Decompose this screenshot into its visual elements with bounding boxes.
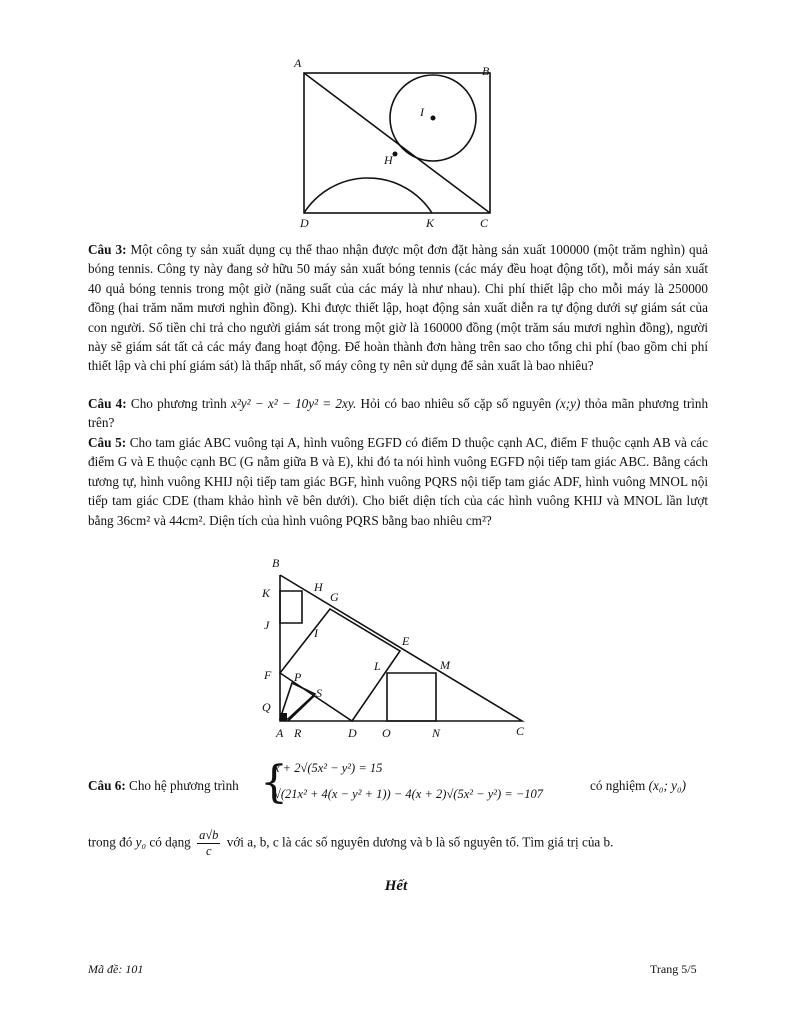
- q5-text: Cho tam giác ABC vuông tại A, hình vuông EGFD có điểm D thuộc cạnh AC, điểm F thuộc cạnh AB và các điểm G và E thuộc cạnh BC (G nằm giữa B và E), khi đó ta nói hình vuông EGFD nội tiếp tam giác ABC. Bằng cách tương tự, hình vuông KHIJ nội tiếp tam giác BGF, hình vuông PQRS nội tiếp tam giác ADF, hình vuông MNOL nội tiếp tam giác CDE (tham khảo hình vẽ bên dưới). Cho biết diện tích của các hình vuông KHIJ và MNOL lần lượt bằng 36cm² và 44cm². Diện tích của hình vuông PQRS bằng bao nhiêu cm²?: [88, 435, 709, 528]
- figure-triangle-squares: [240, 555, 550, 745]
- fig2-label-i: I: [314, 626, 318, 640]
- label-k: K: [426, 216, 435, 230]
- fig2-label-j: J: [264, 618, 270, 632]
- square-egfd: [280, 609, 400, 721]
- square-khij: [280, 591, 302, 623]
- q6-text-c: trong đó: [88, 834, 133, 850]
- right-angle-marker: [280, 713, 287, 721]
- q6-text-a: Cho hệ phương trình: [129, 778, 239, 793]
- q4-text-c: thỏa mãn phương trình trên?: [88, 396, 709, 431]
- fraction-numerator: a√b: [199, 828, 219, 842]
- question-6-intro: [88, 776, 258, 795]
- fig2-label-l: L: [374, 659, 381, 673]
- q3-title: Câu 3:: [88, 242, 127, 257]
- segment-rs: [288, 695, 315, 721]
- q5-title: Câu 5:: [88, 435, 127, 450]
- fig2-label-d: D: [348, 726, 357, 740]
- fig2-label-b: B: [272, 556, 280, 570]
- end-marker: Hết: [384, 878, 408, 894]
- fig2-label-m: M: [440, 658, 450, 672]
- fig2-label-s: S: [316, 686, 322, 700]
- q6-fraction: [197, 828, 220, 859]
- fig2-label-e: E: [402, 634, 410, 648]
- fig2-label-c: C: [516, 724, 525, 738]
- q6-solution: (x₀; y₀): [648, 778, 686, 793]
- fig2-label-r: R: [294, 726, 302, 740]
- q4-text-a: Cho phương trình: [130, 396, 227, 411]
- fraction-denominator: c: [205, 844, 212, 858]
- fig2-label-g: G: [330, 590, 339, 604]
- fig2-label-f: F: [264, 668, 272, 682]
- q6-text-d: có dạng: [149, 834, 191, 850]
- label-i: I: [420, 105, 424, 119]
- question-5: [88, 433, 708, 530]
- q4-text-b: Hỏi có bao nhiêu số cặp số nguyên: [360, 396, 552, 411]
- label-h: H: [384, 153, 393, 167]
- label-d: D: [300, 216, 309, 230]
- q3-text: Một công ty sản xuất dụng cụ thể thao nhận được một đơn đặt hàng sản xuất 100000 (một trăm nghìn) quả bóng tennis. Công ty này đang sở hữu 50 máy sản xuất bóng tennis (các máy đều hoạt động tốt), mỗi máy sản xuất 40 quả bóng tennis trong một giờ (năng suất của các máy là như nhau). Chi phí thiết lập cho mỗi máy là 250000 đồng (hai trăm năm mươi nghìn đồng). Khi được thiết lập, hoạt động sản xuất diễn ra tự động dưới sự giám sát của con người. Số tiền chi trả cho người giám sát trong một giờ là 160000 đồng (một trăm sáu mươi nghìn đồng), người này sẽ giám sát tất cả các máy đang hoạt động. Để hoàn thành đơn hàng trên sao cho tổng chi phí (bao gồm chi phí thiết lập và chi phí giám sát) là thấp nhất, số máy công ty nên sử dụng để sản xuất là bao nhiêu?: [88, 242, 709, 374]
- equation-system: [260, 757, 590, 817]
- q6-title: Câu 6:: [88, 778, 126, 793]
- fig2-label-q: Q: [262, 700, 271, 714]
- q6-y0: y₀: [135, 834, 147, 850]
- fig2-label-k: K: [262, 586, 271, 600]
- page-number: Trang 5/5: [650, 962, 697, 976]
- system-eq2: √(21x² + 4(x − y² + 1)) − 4(x + 2)√(5x² − y²) = −107: [274, 787, 544, 801]
- figure-rectangle-circles: [280, 55, 510, 235]
- q4-equation: x²y² − x² − 10y² = 2xy.: [230, 396, 357, 411]
- exam-code: Mã đề: 101: [88, 962, 144, 976]
- question-4: [88, 394, 708, 433]
- label-b: B: [482, 64, 490, 78]
- question-6-body: [88, 828, 708, 859]
- q6-text-b: có nghiệm: [590, 778, 646, 793]
- q4-title: Câu 4:: [88, 396, 127, 411]
- system-brace: {: [260, 757, 288, 808]
- fig2-label-n: N: [432, 726, 441, 740]
- q6-text-e: với a, b, c là các số nguyên dương và b là số nguyên tố. Tìm giá trị của b.: [226, 834, 614, 850]
- center-i-dot: [431, 116, 436, 121]
- fig2-label-o: O: [382, 726, 391, 740]
- system-eq1: x + 2√(5x² − y²) = 15: [274, 761, 383, 775]
- q6-solution-text: [590, 776, 715, 795]
- point-h-dot: [393, 152, 398, 157]
- semicircle-dk: [304, 178, 432, 213]
- label-c: C: [480, 216, 489, 230]
- fig2-label-p: P: [294, 670, 302, 684]
- square-mnol: [387, 673, 436, 721]
- fig2-label-a: A: [276, 726, 284, 740]
- q4-pair: (x;y): [555, 396, 581, 411]
- label-a: A: [294, 56, 302, 70]
- question-3: [88, 240, 708, 376]
- fig2-label-h: H: [314, 580, 323, 594]
